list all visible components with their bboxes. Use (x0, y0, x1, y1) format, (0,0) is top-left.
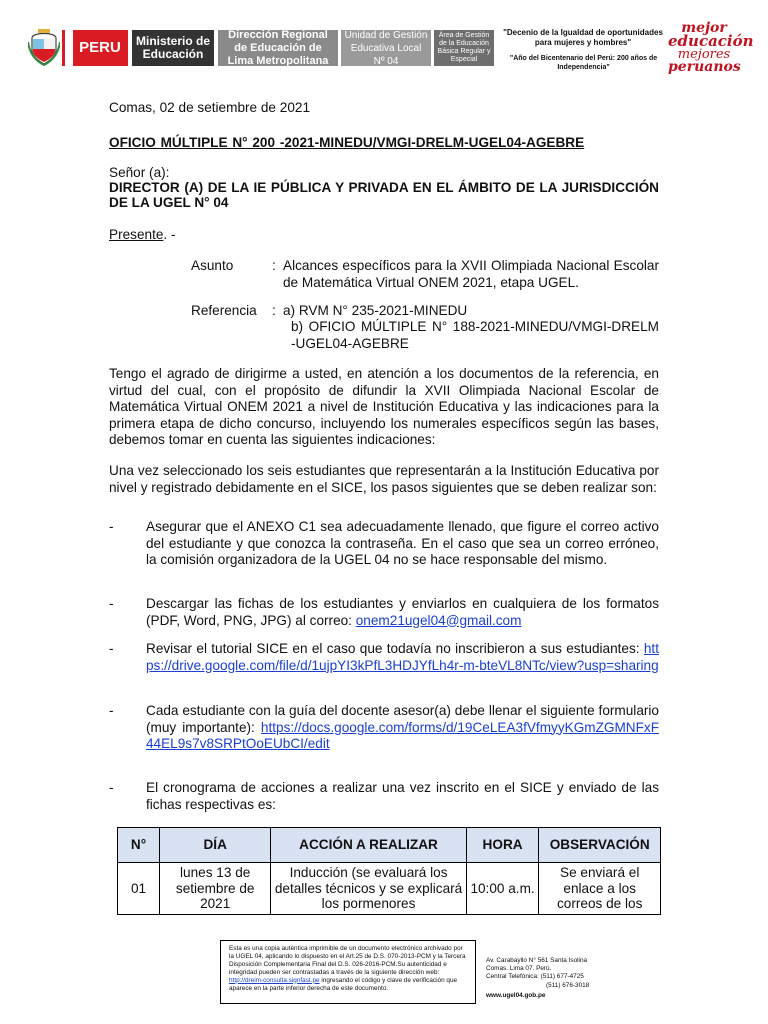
logo-line: educación (668, 32, 754, 50)
asunto-text: Alcances específicos para la XVII Olimpiada Nacional Escolar de Matemática Virtual ONEM 2021, etapa UGEL. (283, 258, 659, 290)
col-header-accion: ACCIÓN A REALIZAR (271, 828, 466, 863)
logo-line: mejores (677, 47, 731, 62)
oficio-number: OFICIO MÚLTIPLE N° 200 -2021-MINEDU/VMGI-DRELM-UGEL04-AGEBRE (109, 135, 585, 150)
salutation: Señor (a): (109, 165, 170, 180)
cell-observacion: Se enviará el enlace a los correos de los (539, 863, 661, 915)
recipient: DIRECTOR (A) DE LA IE PÚBLICA Y PRIVADA EN EL ÁMBITO DE LA JURISDICCIÓN DE LA UGEL N° 04 (109, 180, 659, 210)
cell-accion: Inducción (se evaluará los detalles técnicos y se explicará los pormenores (271, 863, 466, 915)
cell-hora: 10:00 a.m. (466, 863, 539, 915)
anio-motto: "Año del Bicentenario del Perú: 200 años de Independencia" (509, 55, 658, 71)
referencia-a: a) RVM N° 235-2021-MINEDU (283, 303, 468, 318)
step-form-text: Cada estudiante con la guía del docente asesor(a) debe llenar el siguiente formulario (muy importante): (146, 703, 659, 735)
flag-stripe (62, 30, 73, 66)
letter-date: Comas, 02 de setiembre de 2021 (109, 100, 311, 115)
tutorial-link[interactable]: https://drive.google.com/file/d/1ujpYI3kPfL3HDJYfLh4r-m-bteVL8NTc/view?usp=sharing (146, 641, 659, 673)
bullet-dash: - (109, 596, 114, 611)
form-link[interactable]: https://docs.google.com/forms/d/19CeLEA3fVfmyyKGmZGMNFxF44EL9s7v8SRPtOoEUbCI/edit (146, 719, 660, 751)
colon: : (272, 303, 276, 318)
address-line: Central Telefónica: (511) 677-4725 (486, 973, 584, 981)
step-fichas (146, 596, 659, 629)
coat-of-arms-icon (28, 28, 60, 66)
step-form (146, 703, 659, 753)
paragraph-intro: Tengo el agrado de dirigirme a usted, en atención a los documentos de la referencia, en virtud del cual, con el propósito de difundir la XVII Olimpiada Nacional Escolar de Matemática Virtual ONEM 2021 a nivel de Institución Educativa y las indicaciones para la primera etapa de dicho concurso, incluyendo los numerales específicos según las bases, debemos tomar en cuenta las siguientes indicaciones: (109, 366, 659, 447)
contact-address (486, 957, 646, 1000)
dre-box: Dirección Regional de Educación de Lima Metropolitana (218, 30, 338, 66)
step-fichas-text: Descargar las fichas de los estudiantes y enviarlos en cualquiera de los formatos (PDF, Word, PNG, JPG) al correo: (146, 596, 659, 628)
authenticity-note (220, 940, 476, 1004)
peru-brand: PERU (62, 30, 128, 66)
cell-numero: 01 (118, 863, 160, 915)
bullet-dash: - (109, 780, 114, 795)
col-header-dia: DÍA (160, 828, 271, 863)
cell-dia: lunes 13 de setiembre de 2021 (160, 863, 271, 915)
authenticity-text: Esta es una copia auténtica imprimible de un documento electrónico archivado por la UGEL 04, aplicando lo dispuesto en el Art.25 de D.S. 070-2013-PCM y la Tercera Disposición Complementaria Final del D.S. 026-2016-PCM.Su autenticidad e integridad pueden ser contrastadas a través de la siguiente dirección web: (229, 945, 466, 976)
col-header-hora: HORA (466, 828, 539, 863)
asunto-label: Asunto (191, 258, 234, 273)
referencia-label: Referencia (191, 303, 257, 318)
referencia-b: b) OFICIO MÚLTIPLE N° 188-2021-MINEDU/VMGI-DRELM -UGEL04-AGEBRE (291, 319, 659, 351)
colon: : (272, 258, 276, 273)
presente-word: Presente (109, 227, 164, 242)
step-tutorial-text: Revisar el tutorial SICE en el caso que todavía no inscribieron a sus estudiantes: (146, 641, 640, 656)
address-line: Av. Carabayllo N° 561 Santa Isolina (486, 957, 588, 964)
ministerio-box: Ministerio de Educación (132, 30, 214, 66)
address-line: (511) 676-3018 (546, 981, 590, 989)
step-anexo: Asegurar que el ANEXO C1 sea adecuadamente llenado, que figure el correo activo del estudiante y que conozca la contraseña. En el caso que sea un correo erróneo, la comisión organizadora de la UGEL 04 no se hace responsable del mismo. (146, 519, 659, 567)
letterhead (28, 20, 754, 78)
email-link[interactable]: onem21ugel04@gmail.com (355, 612, 522, 628)
website-link[interactable]: www.ugel04.gob.pe (486, 991, 546, 999)
logo-line: mejor (681, 20, 727, 36)
presente (109, 227, 659, 244)
col-header-numero: N° (118, 828, 160, 863)
bullet-dash: - (109, 641, 114, 656)
verification-link[interactable]: http://dreim-consulta.signfast.pe (229, 976, 320, 984)
col-header-observacion: OBSERVACIÓN (539, 828, 661, 863)
ugel-box: Unidad de Gestión Educativa Local Nº 04 (341, 30, 431, 66)
paragraph-steps: Una vez seleccionado los seis estudiantes que representarán a la Institución Educativa por nivel y registrado debidamente en el SICE, los pasos siguientes que se deben realizar son: (109, 463, 659, 495)
table-row (118, 863, 661, 915)
authenticity-text-end: ingresando el código y clave de verificación que aparece en la parte inferior derecha de este documento. (229, 976, 458, 992)
bullet-dash: - (109, 519, 114, 534)
presente-suffix: . - (163, 227, 176, 242)
decenio-motto: "Decenio de la Igualdad de oportunidades para mujeres y hombres" (503, 28, 663, 47)
area-box: Área de Gestión de la Educación Básica Regular y Especial (434, 30, 494, 66)
step-cronograma: El cronograma de acciones a realizar una vez inscrito en el SICE y enviado de las fichas respectivas es: (146, 780, 659, 812)
step-tutorial (146, 641, 659, 674)
table-header-row (118, 828, 661, 863)
logo-line: peruanos (668, 59, 741, 75)
mejor-educacion-logo (668, 20, 754, 75)
schedule-table (117, 827, 661, 915)
address-line: Comas. Lima 07. Perú. (486, 965, 552, 973)
bullet-dash: - (109, 703, 114, 718)
